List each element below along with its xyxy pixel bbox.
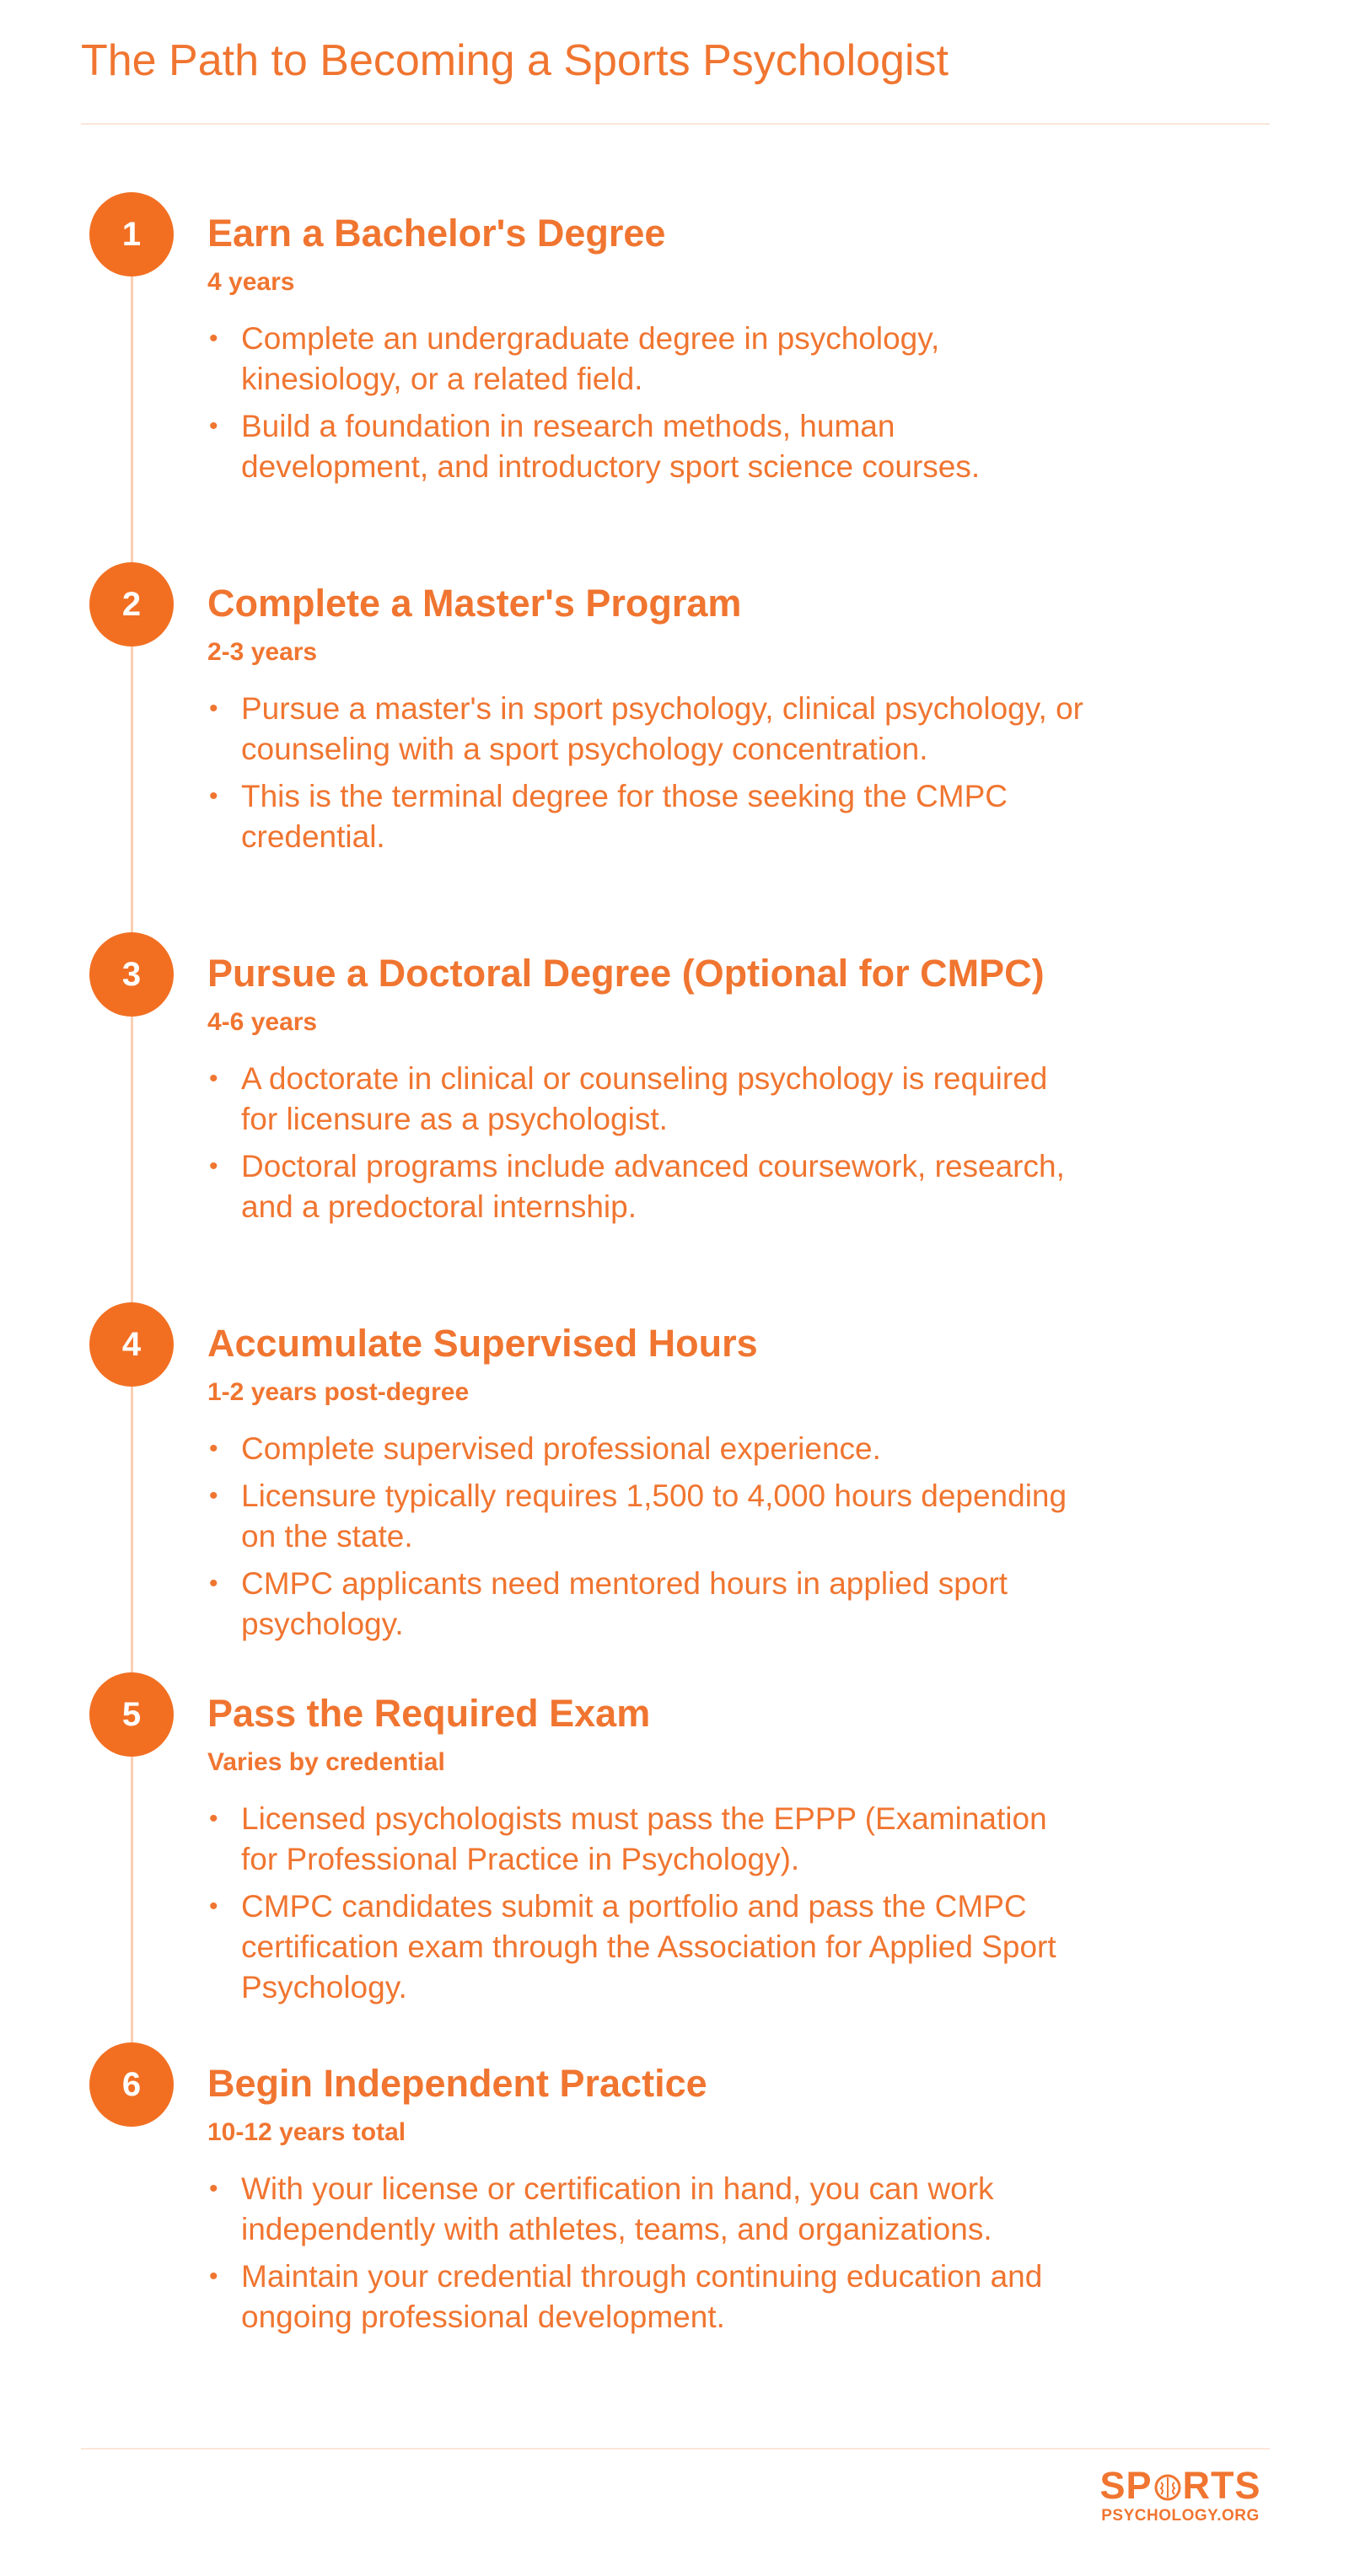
step-duration: 2-3 years [207, 638, 318, 666]
step-title: Pass the Required Exam [207, 1692, 651, 1735]
step-duration: Varies by credential [207, 1748, 445, 1776]
step-duration: 1-2 years post-degree [207, 1378, 470, 1406]
list-item: • CMPC applicants need mentored hours in applied sport psychology. [207, 1564, 1084, 1645]
step-points [207, 2169, 1084, 2344]
step-title: Complete a Master's Program [207, 582, 742, 625]
step-number-badge: 5 [89, 1672, 174, 1757]
step-number-badge: 6 [89, 2042, 174, 2127]
step-points [207, 1429, 1084, 1651]
step-duration: 10-12 years total [207, 2118, 406, 2146]
step-number-badge: 3 [89, 932, 174, 1017]
logo-wordmark [1096, 2465, 1265, 2507]
step-points [207, 319, 1084, 494]
step-title: Accumulate Supervised Hours [207, 1322, 758, 1365]
brain-icon [1153, 2470, 1183, 2502]
step-points [207, 1799, 1084, 2015]
list-item: • Complete an undergraduate degree in psychology, kinesiology, or a related field. [207, 319, 1084, 400]
list-item: • Maintain your credential through continuing education and ongoing professional development. [207, 2257, 1084, 2337]
sportspsychology-logo [1096, 2465, 1265, 2525]
list-item: • With your license or certification in hand, you can work independently with athletes, teams, and organizations. [207, 2169, 1084, 2250]
list-item: • A doctorate in clinical or counseling psychology is required for licensure as a psychologist. [207, 1059, 1084, 1140]
list-item: • Licensure typically requires 1,500 to 4,000 hours depending on the state. [207, 1476, 1084, 1557]
list-item: • Build a foundation in research methods, human development, and introductory sport science courses. [207, 406, 1084, 487]
list-item: • CMPC candidates submit a portfolio and pass the CMPC certification exam through the Association for Applied Sport Psychology. [207, 1886, 1084, 2008]
list-item: • Doctoral programs include advanced coursework, research, and a predoctoral internship. [207, 1146, 1084, 1227]
step-points [207, 1059, 1084, 1234]
header-divider [81, 123, 1270, 125]
step-duration: 4-6 years [207, 1008, 318, 1036]
list-item: • Pursue a master's in sport psychology, clinical psychology, or counseling with a sport psychology concentration. [207, 689, 1084, 770]
step-points [207, 689, 1084, 864]
logo-subtitle: PSYCHOLOGY.ORG [1101, 2507, 1260, 2525]
footer-divider [81, 2448, 1270, 2450]
step-title: Earn a Bachelor's Degree [207, 212, 666, 255]
step-number-badge: 1 [89, 192, 174, 276]
logo-text-right: RTS [1182, 2464, 1261, 2507]
list-item: • This is the terminal degree for those seeking the CMPC credential. [207, 776, 1084, 857]
page-title: The Path to Becoming a Sports Psychologist [81, 36, 949, 85]
step-title: Begin Independent Practice [207, 2062, 707, 2105]
step-title: Pursue a Doctoral Degree (Optional for CMPC) [207, 952, 1045, 995]
step-number-badge: 4 [89, 1302, 174, 1387]
step-duration: 4 years [207, 268, 295, 296]
list-item: • Complete supervised professional experience. [207, 1429, 1084, 1469]
timeline-connector [131, 234, 133, 2089]
list-item: • Licensed psychologists must pass the EPPP (Examination for Professional Practice in Psychology). [207, 1799, 1084, 1880]
step-number-badge: 2 [89, 562, 174, 647]
logo-text-left: SP [1099, 2464, 1153, 2507]
